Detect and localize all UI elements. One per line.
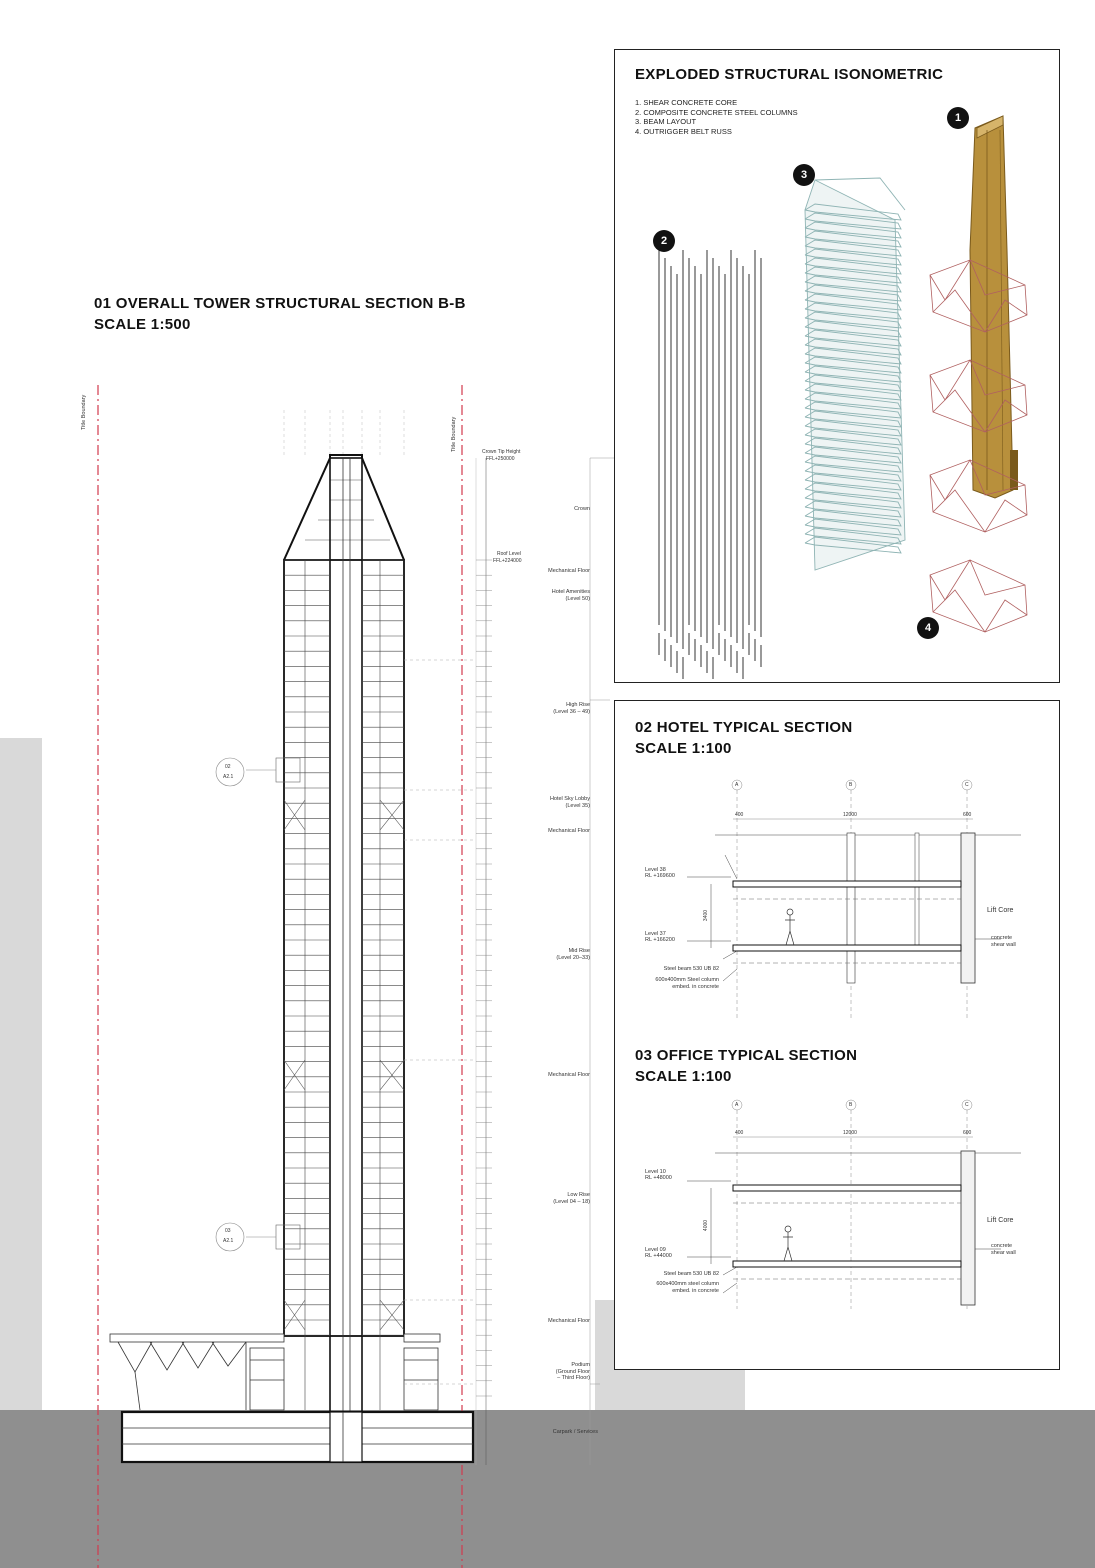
zone-mechanical-1: Mechanical Floor bbox=[548, 568, 590, 574]
zone-mid-rise: Mid Rise (Level 20–33) bbox=[556, 948, 590, 961]
callout-circle-a bbox=[216, 758, 244, 786]
tower-shaft bbox=[284, 560, 404, 1336]
hotel-section-title-line1: 02 HOTEL TYPICAL SECTION bbox=[635, 719, 853, 736]
zone-carpark: Carpark / Services bbox=[552, 1429, 598, 1435]
roof-level-label: Roof Level bbox=[497, 551, 521, 557]
marker-4-icon: 4 bbox=[917, 617, 939, 639]
crown-tip-label: Crown Tip Height bbox=[482, 449, 521, 455]
hotel-beam-note: Steel beam 530 UB 82 bbox=[663, 966, 719, 972]
hotel-lower-rl: RL +166200 bbox=[645, 937, 675, 943]
hotel-grid-c: C bbox=[965, 782, 969, 788]
floor-lines bbox=[284, 560, 404, 1335]
shear-core bbox=[970, 116, 1018, 498]
crown-tip-ffl: FFL+250000 bbox=[486, 456, 515, 462]
callout-b-ref: A2.1 bbox=[223, 1238, 234, 1244]
office-lower-rl: RL +44000 bbox=[645, 1253, 672, 1259]
typical-sections-panel bbox=[614, 700, 1060, 1370]
site-boundary-label-left: Title Boundary bbox=[81, 394, 87, 430]
hotel-section-scale: SCALE 1:100 bbox=[635, 740, 732, 757]
site-boundary-label-right: Title Boundary bbox=[451, 416, 457, 452]
hotel-lift-core: Lift Core bbox=[987, 907, 1014, 914]
person-figure bbox=[785, 909, 795, 945]
zone-mechanical-4: Mechanical Floor bbox=[548, 1318, 590, 1324]
isometric-title: EXPLODED STRUCTURAL ISONOMETRIC bbox=[635, 66, 944, 83]
office-column-note: 600x400mm steel column embed. in concrete bbox=[656, 1281, 719, 1294]
office-upper-rl: RL +48000 bbox=[645, 1175, 672, 1181]
hotel-wall-note: concrete shear wall bbox=[991, 935, 1016, 948]
office-height-dim: 4000 bbox=[703, 1219, 710, 1232]
marker-1-icon: 1 bbox=[947, 107, 969, 129]
office-lower-level: Level 09 bbox=[645, 1247, 666, 1253]
marker-2-icon: 2 bbox=[653, 230, 675, 252]
hotel-grid-b: B bbox=[849, 782, 853, 788]
legend-item-4: 4. OUTRIGGER BELT RUSS bbox=[635, 126, 732, 136]
composite-columns bbox=[659, 250, 761, 679]
office-wall-note: concrete shear wall bbox=[991, 1243, 1016, 1256]
zone-hotel-sky-lobby: Hotel Sky Lobby (Level 35) bbox=[549, 796, 590, 809]
zone-crown: Crown bbox=[574, 506, 590, 512]
office-beam-note: Steel beam 530 UB 82 bbox=[663, 1271, 719, 1277]
legend-item-3: 3. BEAM LAYOUT bbox=[635, 117, 697, 126]
level-ticks bbox=[476, 560, 492, 1396]
legend-item-1: 1. SHEAR CONCRETE CORE bbox=[635, 98, 738, 107]
hotel-section-drawing bbox=[615, 771, 1059, 1031]
office-grid-b: B bbox=[849, 1102, 853, 1108]
marker-3-icon: 3 bbox=[793, 164, 815, 186]
office-section-title-line1: 03 OFFICE TYPICAL SECTION bbox=[635, 1047, 858, 1064]
office-dim-right: 600 bbox=[963, 1130, 972, 1136]
office-lift-core: Lift Core bbox=[987, 1217, 1014, 1224]
zone-mechanical-2: Mechanical Floor bbox=[548, 828, 590, 834]
callout-bracket-a bbox=[276, 758, 300, 782]
beam-layout bbox=[805, 178, 905, 570]
office-grid-c: C bbox=[965, 1102, 969, 1108]
hotel-height-dim: 3400 bbox=[703, 909, 710, 922]
hotel-upper-rl: RL +169600 bbox=[645, 873, 675, 879]
hotel-dim-left: 400 bbox=[735, 812, 744, 818]
hotel-dim-mid: 12000 bbox=[843, 812, 857, 818]
office-dim-mid: 12000 bbox=[843, 1130, 857, 1136]
basement bbox=[122, 1412, 473, 1462]
office-upper-level: Level 10 bbox=[645, 1169, 666, 1175]
hotel-lower-level: Level 37 bbox=[645, 931, 666, 937]
zone-high-rise: High Rise (Level 36 – 49) bbox=[553, 702, 590, 715]
callout-b-number: 03 bbox=[225, 1228, 231, 1234]
office-section-title bbox=[635, 1045, 857, 1087]
callout-a-ref: A2.1 bbox=[223, 774, 234, 780]
crown-outline bbox=[284, 455, 404, 560]
zone-low-rise: Low Rise (Level 04 – 18) bbox=[553, 1192, 590, 1205]
callout-a-number: 02 bbox=[225, 764, 231, 770]
hotel-dim-right: 600 bbox=[963, 812, 972, 818]
roof-level-ffl: FFL+224000 bbox=[493, 558, 522, 564]
zone-mechanical-3: Mechanical Floor bbox=[548, 1072, 590, 1078]
section-b-b-title-line1: 01 OVERALL TOWER STRUCTURAL SECTION B-B bbox=[94, 295, 466, 312]
hotel-column-note: 600x400mm Steel column embed. in concrete bbox=[655, 977, 719, 990]
isometric-panel bbox=[614, 49, 1060, 683]
person-figure bbox=[783, 1226, 793, 1261]
tower-core bbox=[330, 458, 362, 1460]
section-b-b-scale: SCALE 1:500 bbox=[94, 316, 191, 333]
office-dim-left: 400 bbox=[735, 1130, 744, 1136]
isometric-drawing bbox=[615, 50, 1059, 682]
hotel-grid-a: A bbox=[735, 782, 739, 788]
office-section-drawing bbox=[615, 1099, 1059, 1359]
podium-canopy bbox=[110, 1334, 440, 1410]
zone-podium: Podium (Ground Floor – Third Floor) bbox=[555, 1362, 590, 1381]
hotel-upper-level: Level 38 bbox=[645, 867, 666, 873]
office-grid-a: A bbox=[735, 1102, 739, 1108]
hotel-section-title bbox=[635, 717, 853, 759]
office-section-scale: SCALE 1:100 bbox=[635, 1068, 732, 1085]
legend-item-2: 2. COMPOSITE CONCRETE STEEL COLUMNS bbox=[635, 107, 798, 117]
zone-hotel-amenities: Hotel Amenities (Level 50) bbox=[551, 589, 590, 602]
